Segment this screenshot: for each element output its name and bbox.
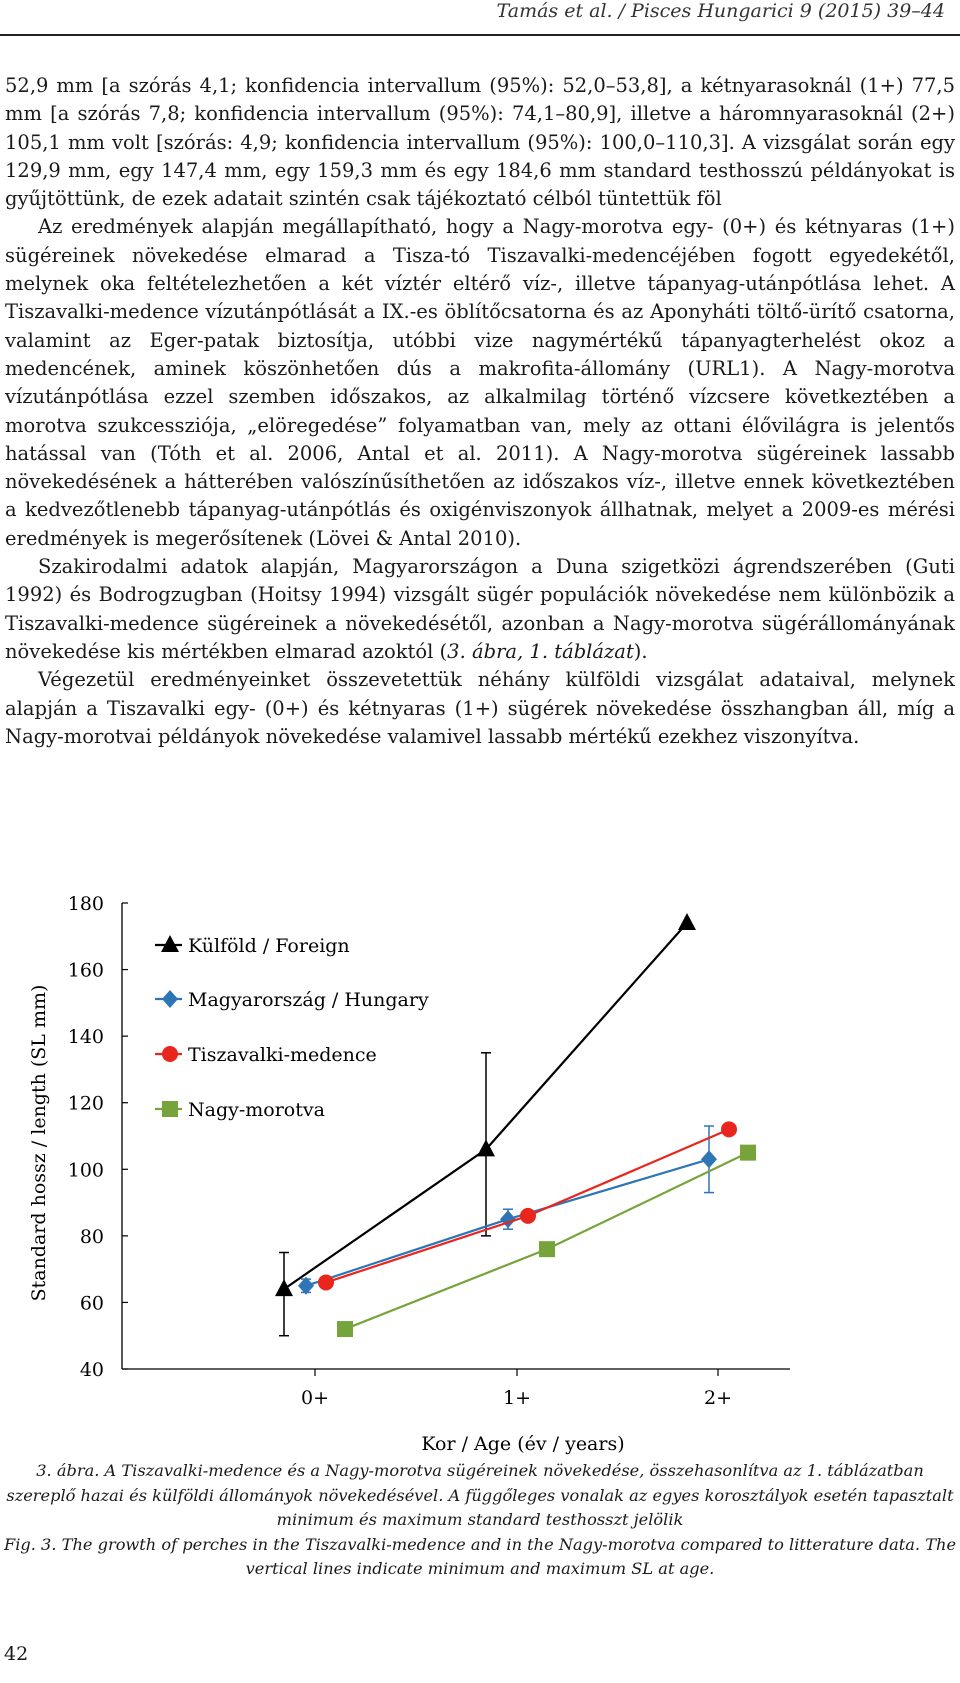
y-axis-title: Standard hossz / length (SL mm) <box>28 984 50 1302</box>
x-tick-label: 1+ <box>502 1387 532 1409</box>
square-data-point <box>539 1241 555 1257</box>
x-axis-title: Kor / Age (év / years) <box>421 1433 625 1455</box>
legend-marker <box>162 990 178 1008</box>
caption-en-label: Fig. 3. <box>3 1534 57 1554</box>
diamond-data-point <box>298 1277 314 1295</box>
square-data-point <box>740 1145 756 1161</box>
square-series-line <box>345 1153 748 1329</box>
legend-label: Nagy-morotva <box>188 1099 325 1121</box>
legend-marker <box>162 1046 178 1062</box>
figure-caption <box>0 1459 960 1582</box>
circle-data-point <box>520 1208 536 1224</box>
diamond-data-point <box>500 1210 516 1228</box>
legend-label: Magyarország / Hungary <box>188 989 429 1011</box>
paragraph-4: Végezetül eredményeinket összevetettük néhány külföldi vizsgálat adataival, melynek alapján a Tiszavalki egy- (0+) és kétnyaras (1+) sügérek növekedése összhangban áll, míg a Nagy-morotvai példányok növekedése valamivel lassabb mértékű ezekhez viszonyítva. <box>5 668 955 748</box>
legend-label: Külföld / Foreign <box>188 935 350 957</box>
paragraph-2: Az eredmények alapján megállapítható, hogy a Nagy-morotva egy- (0+) és kétnyaras (1+) sügéreinek növekedése elmarad a Tisza-tó Tiszavalki-medencéjében fogott egyedekétől, melynek oka feltételezhetően a két víztér eltérő víz-, illetve tápanyag-utánpótlása lehet. A Tiszavalki-medence vízutánpótlását a IX.-es öblítőcsatorna és az Aponyháti töltő-ürítő csatorna, valamint az Eger-patak biztosítja, utóbbi vize nagymértékű tápanyagterhelést okoz a medencének, aminek köszönhetően dús a makrofita-állomány (URL1). A Nagy-morotva vízutánpótlása ezzel szemben időszakos, az alkalmilag történő vízcsere következtében a morotva szukcessziója, „elöregedése” folyamatban van, mely az ottani élővilágra is jelentős hatással van (Tóth et al. 2006, Antal et al. 2011). A Nagy-morotva sügéreinek lassabb növekedésének a hátterében valószínűsíthetően az időszakos víz-, illetve ennek következtében a kedvezőtlenebb tápanyag-utánpótlás és oxigénviszonyok állhatnak, melyet a 2009-es mérési eredmények is megerősítenek (Lövei & Antal 2010). <box>5 215 955 550</box>
triangle-data-point <box>678 913 696 930</box>
circle-data-point <box>318 1274 334 1290</box>
x-tick-label: 0+ <box>300 1387 330 1409</box>
y-tick-label: 120 <box>67 1092 104 1115</box>
legend-label: Tiszavalki-medence <box>188 1044 377 1066</box>
growth-chart <box>0 880 960 1470</box>
y-tick-label: 60 <box>79 1292 104 1315</box>
paragraph-3 <box>5 553 955 666</box>
circle-data-point <box>721 1121 737 1137</box>
caption-hu-text: A Tiszavalki-medence és a Nagy-morotva sügéreinek növekedése, összehasonlítva az 1. táblázatban szereplő hazai és külföldi állományok növekedésével. A függőleges vonalak az egyes korosztályok esetén tapasztalt minimum és maximum standard testhosszt jelölik <box>6 1461 954 1529</box>
caption-en-text: The growth of perches in the Tiszavalki-medence and in the Nagy-morotva compared to litterature data. The vertical lines indicate minimum and maximum SL at age. <box>61 1534 957 1578</box>
square-data-point <box>337 1321 353 1337</box>
figure-3 <box>0 880 960 1470</box>
caption-english <box>0 1533 960 1582</box>
triangle-data-point <box>275 1279 293 1296</box>
page-number: 42 <box>4 1643 29 1665</box>
x-tick-label: 2+ <box>703 1387 733 1409</box>
running-header: Tamás et al. / Pisces Hungarici 9 (2015) 39–44 <box>496 0 945 22</box>
paragraph-3-text: Szakirodalmi adatok alapján, Magyarországon a Duna szigetközi ágrendszerében (Guti 1992) és Bodrogzugban (Hoitsy 1994) vizsgált sügér populációk növekedése nem különbözik a Tiszavalki-medence sügéreinek a növekedésétől, azonban a Nagy-morotva sügérállományának növekedése kis mértékben elmarad azoktól ( <box>5 555 955 663</box>
article-body <box>5 72 955 751</box>
figure-reference: 3. ábra, 1. táblázat <box>447 639 634 663</box>
y-tick-label: 140 <box>67 1026 104 1049</box>
paragraph-1: 52,9 mm [a szórás 4,1; konfidencia intervallum (95%): 52,0–53,8], a kétnyarasoknál (1+) 77,5 mm [a szórás 7,8; konfidencia intervallum (95%): 74,1–80,9], illetve a háromnyarasoknál (2+) 105,1 mm volt [szórás: 4,9; konfidencia intervallum (95%): 100,0–110,3]. A vizsgálat során egy 129,9 mm, egy 147,4 mm, egy 159,3 mm és egy 184,6 mm standard testhosszú példányokat is gyűjtöttünk, de ezek adatait szintén csak tájékoztató célból tüntettük föl <box>5 74 955 211</box>
y-tick-label: 160 <box>67 959 104 982</box>
y-tick-label: 180 <box>67 893 104 915</box>
y-tick-label: 100 <box>67 1159 104 1182</box>
caption-hu-label: 3. ábra. <box>36 1461 100 1480</box>
caption-hungarian <box>0 1459 960 1533</box>
legend-marker <box>162 1101 178 1117</box>
y-tick-label: 40 <box>79 1359 104 1381</box>
header-rule <box>0 34 960 36</box>
y-tick-label: 80 <box>79 1225 104 1248</box>
legend-marker <box>161 935 179 952</box>
paragraph-3-end: ). <box>633 639 648 663</box>
diamond-data-point <box>701 1150 717 1168</box>
